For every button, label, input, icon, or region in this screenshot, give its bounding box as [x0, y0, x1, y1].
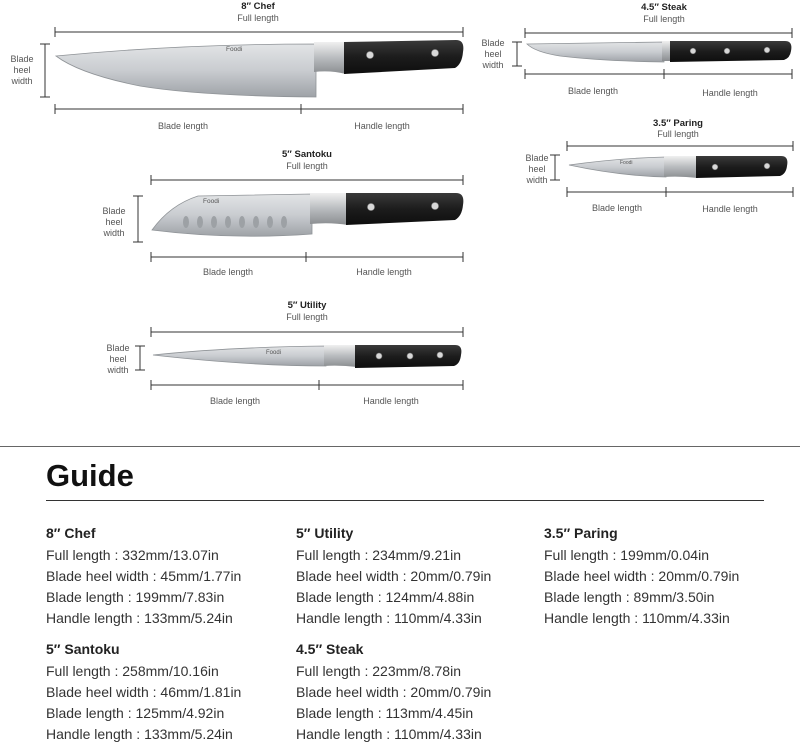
paring-blade-handle-line — [567, 187, 793, 197]
santoku-full-length-line — [151, 175, 463, 185]
steak-rivet-2 — [724, 48, 730, 54]
santoku-heel-label-1: Blade — [102, 206, 126, 216]
santoku-blade-length-label: Blade length — [202, 267, 254, 277]
santoku-bolster — [310, 193, 348, 225]
paring-brand-etch: Foodi — [620, 160, 633, 166]
santoku-handle — [346, 193, 463, 225]
chef-blade — [56, 44, 316, 97]
spec-handle-length: Handle length : 110mm/4.33in — [296, 610, 482, 626]
spec-blade-length: Blade length : 125mm/4.92in — [46, 705, 225, 721]
spec-blade-length: Blade length : 199mm/7.83in — [46, 589, 225, 605]
chef-rivet-1 — [366, 51, 373, 58]
utility-name: 5″ Utility — [287, 300, 327, 311]
santoku-blade — [152, 194, 312, 236]
utility-blade-handle-line — [151, 380, 463, 390]
steak-full-length-label: Full length — [643, 14, 685, 24]
spec-name: 8″ Chef — [46, 525, 96, 541]
utility-heel-width-line — [135, 346, 145, 370]
chef-heel-label-1: Blade — [10, 54, 34, 64]
paring-heel-label-1: Blade — [525, 153, 549, 163]
chef-handle — [344, 40, 463, 74]
santoku-heel-label-3: width — [103, 228, 125, 238]
spec-full-length: Full length : 223mm/8.78in — [296, 663, 461, 679]
santoku-blade-handle-line — [151, 252, 463, 262]
steak-blade-length-label: Blade length — [567, 86, 619, 96]
chef-name: 8″ Chef — [241, 1, 275, 12]
spec-name: 5″ Santoku — [46, 641, 120, 657]
paring-heel-label-2: heel — [528, 164, 546, 174]
utility-blade — [153, 346, 326, 366]
paring-rivet-1 — [712, 164, 718, 170]
chef-bolster — [314, 42, 346, 74]
chef-rivet-2 — [431, 49, 438, 56]
spec-handle-length: Handle length : 133mm/5.24in — [46, 610, 233, 626]
guide-title: Guide — [46, 458, 134, 493]
utility-heel-label-1: Blade — [106, 343, 130, 353]
steak-handle — [670, 41, 791, 62]
chef-heel-label-3: width — [11, 76, 33, 86]
santoku-heel-width-line — [133, 196, 143, 242]
steak-rivet-3 — [764, 47, 770, 53]
knife-steak — [481, 2, 792, 98]
steak-blade — [527, 42, 664, 62]
chef-blade-handle-line — [55, 104, 463, 114]
spec-handle-length: Handle length : 110mm/4.33in — [296, 726, 482, 742]
santoku-handle-length-label: Handle length — [356, 267, 412, 277]
spec-blade-heel-width: Blade heel width : 20mm/0.79in — [296, 684, 492, 700]
santoku-full-length-label: Full length — [286, 161, 328, 171]
utility-rivet-2 — [407, 353, 413, 359]
utility-blade-length-label: Blade length — [209, 396, 261, 406]
chef-brand-etch: Foodi — [226, 46, 243, 53]
spec-full-length: Full length : 258mm/10.16in — [46, 663, 219, 679]
utility-rivet-1 — [376, 353, 382, 359]
spec-blade-heel-width: Blade heel width : 45mm/1.77in — [46, 568, 242, 584]
santoku-name: 5″ Santoku — [282, 149, 332, 160]
steak-heel-label-2: heel — [484, 49, 502, 59]
spec-blade-length: Blade length : 124mm/4.88in — [296, 589, 475, 605]
knife-utility — [106, 300, 463, 406]
paring-blade-length-label: Blade length — [591, 203, 643, 213]
utility-heel-label-3: width — [107, 365, 129, 375]
paring-name: 3.5″ Paring — [653, 118, 703, 129]
spec-full-length: Full length : 234mm/9.21in — [296, 547, 461, 563]
chef-heel-width-line — [40, 44, 50, 97]
spec-name: 5″ Utility — [296, 525, 354, 541]
paring-heel-width-line — [550, 155, 560, 180]
spec-blade-heel-width: Blade heel width : 20mm/0.79in — [544, 568, 740, 584]
santoku-heel-label-2: heel — [105, 217, 123, 227]
spec-handle-length: Handle length : 133mm/5.24in — [46, 726, 233, 742]
paring-handle-length-label: Handle length — [702, 204, 758, 214]
paring-heel-label-3: width — [526, 175, 548, 185]
knife-chef — [10, 1, 463, 131]
steak-name: 4.5″ Steak — [641, 2, 687, 13]
steak-heel-label-3: width — [482, 60, 504, 70]
spec-handle-length: Handle length : 110mm/4.33in — [544, 610, 730, 626]
utility-full-length-label: Full length — [286, 312, 328, 322]
santoku-rivet-2 — [431, 202, 438, 209]
paring-full-length-label: Full length — [657, 129, 699, 139]
paring-blade — [569, 157, 666, 177]
utility-bolster — [324, 345, 357, 367]
steak-handle-length-label: Handle length — [702, 88, 758, 98]
utility-full-length-line — [151, 327, 463, 337]
knife-santoku — [102, 149, 463, 277]
paring-bolster — [664, 156, 698, 178]
spec-blade-heel-width: Blade heel width : 46mm/1.81in — [46, 684, 242, 700]
spec-blade-heel-width: Blade heel width : 20mm/0.79in — [296, 568, 492, 584]
santoku-brand-etch: Foodi — [203, 198, 220, 205]
spec-steak — [296, 641, 546, 745]
spec-name: 3.5″ Paring — [544, 525, 618, 541]
paring-handle — [696, 156, 787, 178]
spec-name: 4.5″ Steak — [296, 641, 364, 657]
spec-paring — [544, 525, 794, 629]
steak-rivet-1 — [690, 48, 696, 54]
guide-rule — [46, 500, 764, 501]
spec-blade-length: Blade length : 89mm/3.50in — [544, 589, 715, 605]
chef-full-length-label: Full length — [237, 13, 279, 23]
utility-heel-label-2: heel — [109, 354, 127, 364]
spec-blade-length: Blade length : 113mm/4.45in — [296, 705, 474, 721]
utility-rivet-3 — [437, 352, 443, 358]
spec-santoku — [46, 641, 296, 745]
steak-blade-handle-line — [525, 69, 792, 79]
chef-handle-length-label: Handle length — [354, 121, 410, 131]
utility-handle-length-label: Handle length — [363, 396, 419, 406]
chef-full-length-line — [55, 27, 463, 37]
knife-paring — [525, 118, 793, 214]
steak-heel-label-1: Blade — [481, 38, 505, 48]
steak-heel-width-line — [512, 42, 522, 66]
steak-full-length-line — [525, 28, 792, 38]
paring-full-length-line — [567, 141, 793, 151]
santoku-rivet-1 — [367, 203, 374, 210]
chef-blade-length-label: Blade length — [157, 121, 209, 131]
utility-brand-etch: Foodi — [266, 350, 282, 356]
spec-utility — [296, 525, 546, 629]
paring-rivet-2 — [764, 163, 770, 169]
spec-full-length: Full length : 332mm/13.07in — [46, 547, 219, 563]
spec-full-length: Full length : 199mm/0.04in — [544, 547, 709, 563]
spec-chef — [46, 525, 296, 629]
section-divider — [0, 446, 800, 447]
chef-heel-label-2: heel — [13, 65, 31, 75]
